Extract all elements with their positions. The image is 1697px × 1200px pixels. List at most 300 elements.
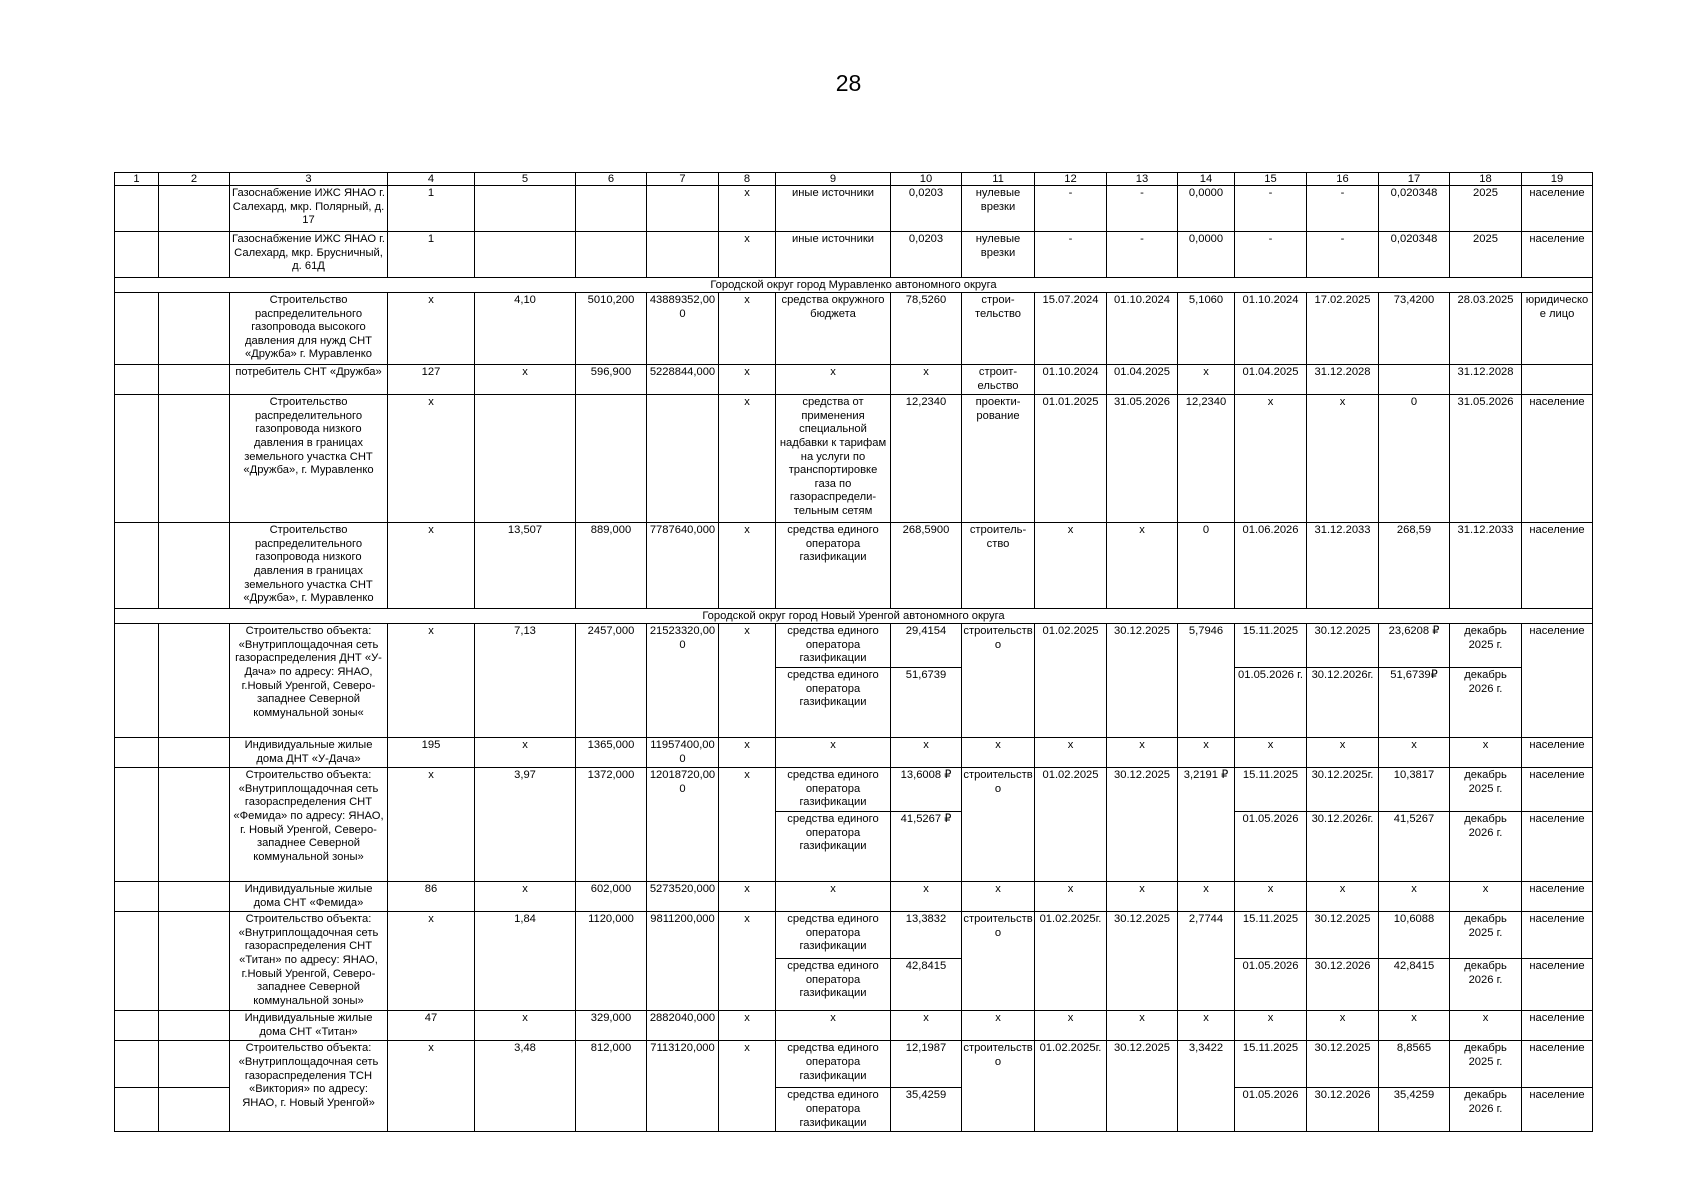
table-cell: 30.12.2026: [1307, 1088, 1379, 1132]
table-cell: 30.12.2025: [1307, 624, 1379, 668]
table-cell: х: [719, 365, 776, 395]
table-cell: [115, 1088, 159, 1132]
table-cell: 01.10.2024: [1107, 293, 1178, 365]
table-cell: 0,0000: [1178, 186, 1235, 232]
table-cell: х: [1235, 395, 1307, 523]
table-cell: х: [475, 737, 576, 767]
table-cell: 43889352,000: [647, 293, 719, 365]
column-header: 6: [576, 173, 647, 186]
page-number: 28: [835, 70, 862, 96]
table-cell: -: [1035, 232, 1107, 278]
table-cell: 30.12.2025: [1307, 912, 1379, 959]
column-header: 4: [388, 173, 475, 186]
table-cell: [159, 881, 230, 911]
table-cell: 30.12.2025: [1307, 1041, 1379, 1088]
table-cell: 1,84: [475, 912, 576, 1011]
table-cell: нулевые врезки: [962, 232, 1035, 278]
table-cell: х: [776, 1011, 891, 1041]
table-cell: 41,5267 ₽: [891, 811, 962, 881]
table-cell: Индивидуальные жилые дома ДНТ «У-Дача»: [230, 737, 388, 767]
table-cell: 0,0203: [891, 232, 962, 278]
table-cell: х: [719, 737, 776, 767]
table-cell: юридическое лицо: [1522, 293, 1593, 365]
table-cell: [647, 232, 719, 278]
table-cell: население: [1522, 1011, 1593, 1041]
table-cell: 5,7946: [1178, 624, 1235, 738]
table-cell: 1120,000: [576, 912, 647, 1011]
table-cell: 0,0203: [891, 186, 962, 232]
table-cell: 01.05.2026: [1235, 811, 1307, 881]
table-row: [115, 881, 1593, 911]
table-cell: х: [388, 1041, 475, 1132]
table-cell: 15.11.2025: [1235, 624, 1307, 668]
table-cell: 01.01.2025: [1035, 395, 1107, 523]
table-cell: средства единого оператора газификации: [776, 1088, 891, 1132]
table-cell: Строительство распределительного газопровода низкого давления в границах земельного участка СНТ «Дружба», г. Муравленко: [230, 523, 388, 609]
table-cell: 01.02.2025г.: [1035, 1041, 1107, 1132]
table-cell: х: [1307, 737, 1379, 767]
table-cell: 30.12.2025: [1107, 1041, 1178, 1132]
column-header: 18: [1450, 173, 1522, 186]
table-cell: [647, 186, 719, 232]
table-cell: средства единого оператора газификации: [776, 959, 891, 1011]
table-cell: население: [1522, 959, 1593, 1011]
table-cell: строи-тельство: [962, 293, 1035, 365]
table-cell: -: [1307, 232, 1379, 278]
table-cell: х: [1107, 1011, 1178, 1041]
table-cell: [576, 232, 647, 278]
table-cell: 3,48: [475, 1041, 576, 1132]
table-cell: х: [1450, 1011, 1522, 1041]
table-cell: 0,020348: [1379, 186, 1450, 232]
table-cell: 596,900: [576, 365, 647, 395]
table-cell: Строительство распределительного газопровода высокого давления для нужд СНТ «Дружба» г. Муравленко: [230, 293, 388, 365]
table-cell: 10,6088: [1379, 912, 1450, 959]
header-row: [115, 173, 1593, 186]
table-cell: [159, 523, 230, 609]
table-cell: 01.05.2026: [1235, 959, 1307, 1011]
table-cell: средства единого оператора газификации: [776, 912, 891, 959]
table-cell: 13,3832: [891, 912, 962, 959]
table-cell: х: [1178, 1011, 1235, 1041]
section-title: Городской округ город Новый Уренгой автономного округа: [115, 609, 1593, 624]
column-header: 1: [115, 173, 159, 186]
table-cell: 41,5267: [1379, 811, 1450, 881]
table-cell: 3,2191 ₽: [1178, 768, 1235, 882]
column-header: 11: [962, 173, 1035, 186]
table-cell: х: [1035, 523, 1107, 609]
table-cell: 01.02.2025: [1035, 624, 1107, 738]
table-cell: [159, 293, 230, 365]
table-row: [115, 1041, 1593, 1088]
table-cell: х: [1107, 523, 1178, 609]
table-cell: 127: [388, 365, 475, 395]
table-cell: население: [1522, 523, 1593, 609]
column-header: 10: [891, 173, 962, 186]
table-cell: население: [1522, 1041, 1593, 1088]
column-header: 19: [1522, 173, 1593, 186]
table-cell: 15.07.2024: [1035, 293, 1107, 365]
table-cell: -: [1107, 186, 1178, 232]
table-cell: 31.12.2028: [1307, 365, 1379, 395]
table-cell: [576, 186, 647, 232]
table-cell: Газоснабжение ИЖС ЯНАО г. Салехард, мкр. Полярный, д. 17: [230, 186, 388, 232]
table-cell: [115, 1041, 159, 1088]
table-row: [115, 293, 1593, 365]
table-cell: декабрь 2025 г.: [1450, 624, 1522, 668]
table-cell: [115, 881, 159, 911]
table-cell: [159, 912, 230, 1011]
column-header: 7: [647, 173, 719, 186]
table-row: [115, 624, 1593, 668]
table-cell: декабрь 2026 г.: [1450, 959, 1522, 1011]
table-cell: потребитель СНТ «Дружба»: [230, 365, 388, 395]
table-cell: [159, 1011, 230, 1041]
table-cell: 35,4259: [891, 1088, 962, 1132]
table-cell: средства единого оператора газификации: [776, 667, 891, 737]
table-cell: 78,5260: [891, 293, 962, 365]
table-cell: [115, 912, 159, 1011]
table-cell: средства окружного бюджета: [776, 293, 891, 365]
column-header: 9: [776, 173, 891, 186]
table-cell: [159, 768, 230, 882]
table-cell: 5228844,000: [647, 365, 719, 395]
table-cell: х: [1379, 881, 1450, 911]
table-cell: 268,59: [1379, 523, 1450, 609]
table-cell: население: [1522, 395, 1593, 523]
table-row: [115, 737, 1593, 767]
table-cell: [115, 523, 159, 609]
table-cell: [115, 768, 159, 882]
column-header: 12: [1035, 173, 1107, 186]
table-cell: 21523320,000: [647, 624, 719, 738]
table-cell: средства единого оператора газификации: [776, 624, 891, 668]
table-cell: население: [1522, 881, 1593, 911]
table-cell: 73,4200: [1379, 293, 1450, 365]
data-table-container: [114, 172, 1593, 1132]
table-cell: [1379, 365, 1450, 395]
table-cell: 0: [1379, 395, 1450, 523]
table-cell: 5273520,000: [647, 881, 719, 911]
table-cell: х: [1178, 737, 1235, 767]
table-cell: строит-ельство: [962, 365, 1035, 395]
table-cell: 30.12.2025: [1107, 912, 1178, 1011]
table-cell: 01.02.2025: [1035, 768, 1107, 882]
table-cell: 2025: [1450, 186, 1522, 232]
column-header: 3: [230, 173, 388, 186]
table-cell: х: [962, 737, 1035, 767]
table-cell: декабрь 2025 г.: [1450, 912, 1522, 959]
table-cell: х: [1379, 737, 1450, 767]
table-cell: [159, 1041, 230, 1088]
table-cell: 31.12.2028: [1450, 365, 1522, 395]
table-cell: Строительство объекта: «Внутриплощадочная сеть газораспределения ТСН «Виктория» по адресу: ЯНАО, г. Новый Уренгой»: [230, 1041, 388, 1132]
column-header: 8: [719, 173, 776, 186]
table-cell: 10,3817: [1379, 768, 1450, 812]
table-cell: 4,10: [475, 293, 576, 365]
table-cell: [475, 186, 576, 232]
table-cell: х: [719, 293, 776, 365]
table-cell: х: [1307, 395, 1379, 523]
table-cell: х: [388, 624, 475, 738]
table-cell: 2882040,000: [647, 1011, 719, 1041]
table-cell: -: [1235, 186, 1307, 232]
table-row: [115, 232, 1593, 278]
table-cell: население: [1522, 811, 1593, 881]
table-cell: 42,8415: [1379, 959, 1450, 1011]
table-cell: х: [719, 881, 776, 911]
table-cell: [159, 365, 230, 395]
table-cell: Индивидуальные жилые дома СНТ «Фемида»: [230, 881, 388, 911]
section-title: Городской округ город Муравленко автономного округа: [115, 278, 1593, 293]
table-cell: 01.05.2026 г.: [1235, 667, 1307, 737]
table-cell: население: [1522, 912, 1593, 959]
table-row: [115, 768, 1593, 812]
column-header: 2: [159, 173, 230, 186]
table-cell: х: [719, 232, 776, 278]
table-cell: 12,2340: [1178, 395, 1235, 523]
table-cell: 35,4259: [1379, 1088, 1450, 1132]
table-cell: 01.05.2026: [1235, 1088, 1307, 1132]
table-cell: строительство: [962, 624, 1035, 738]
table-cell: х: [1235, 881, 1307, 911]
table-cell: х: [719, 523, 776, 609]
table-cell: 01.04.2025: [1107, 365, 1178, 395]
table-cell: х: [719, 912, 776, 1011]
table-cell: [159, 395, 230, 523]
table-cell: 7787640,000: [647, 523, 719, 609]
table-cell: [115, 1011, 159, 1041]
table-cell: х: [1107, 737, 1178, 767]
table-cell: [1522, 365, 1593, 395]
section-row: [115, 609, 1593, 624]
table-cell: х: [475, 881, 576, 911]
table-cell: [115, 624, 159, 738]
table-cell: 2,7744: [1178, 912, 1235, 1011]
table-cell: 0: [1178, 523, 1235, 609]
table-cell: х: [891, 881, 962, 911]
table-cell: 01.04.2025: [1235, 365, 1307, 395]
table-cell: 31.12.2033: [1307, 523, 1379, 609]
table-cell: 51,6739₽: [1379, 667, 1450, 737]
table-cell: 23,6208 ₽: [1379, 624, 1450, 668]
table-cell: 28.03.2025: [1450, 293, 1522, 365]
table-cell: 31.05.2026: [1450, 395, 1522, 523]
table-cell: 13,507: [475, 523, 576, 609]
table-cell: х: [719, 624, 776, 738]
table-cell: х: [1307, 1011, 1379, 1041]
table-cell: средства единого оператора газификации: [776, 1041, 891, 1088]
table-cell: население: [1522, 232, 1593, 278]
table-cell: х: [962, 1011, 1035, 1041]
table-cell: [159, 1088, 230, 1132]
table-cell: х: [1450, 881, 1522, 911]
table-cell: декабрь 2025 г.: [1450, 768, 1522, 812]
table-cell: средства единого оператора газификации: [776, 811, 891, 881]
table-cell: х: [776, 737, 891, 767]
table-cell: 0,020348: [1379, 232, 1450, 278]
table-cell: 01.10.2024: [1235, 293, 1307, 365]
table-cell: х: [776, 365, 891, 395]
table-cell: х: [1035, 1011, 1107, 1041]
table-cell: х: [1450, 737, 1522, 767]
table-cell: 0,0000: [1178, 232, 1235, 278]
table-cell: х: [776, 881, 891, 911]
table-cell: 9811200,000: [647, 912, 719, 1011]
table-cell: х: [1235, 1011, 1307, 1041]
table-cell: 268,5900: [891, 523, 962, 609]
table-cell: 1: [388, 186, 475, 232]
table-cell: [475, 232, 576, 278]
table-row: [115, 912, 1593, 959]
table-cell: [115, 395, 159, 523]
table-cell: [159, 624, 230, 738]
table-cell: 30.12.2026: [1307, 959, 1379, 1011]
table-cell: 5,1060: [1178, 293, 1235, 365]
table-cell: х: [719, 186, 776, 232]
table-cell: 3,3422: [1178, 1041, 1235, 1132]
table-cell: х: [719, 395, 776, 523]
table-cell: 2025: [1450, 232, 1522, 278]
table-cell: 42,8415: [891, 959, 962, 1011]
table-cell: Строительство объекта: «Внутриплощадочная сеть газораспределения СНТ «Фемида» по адресу: ЯНАО, г. Новый Уренгой, Северо-западнее Северной коммунальной зоны»: [230, 768, 388, 882]
table-cell: х: [388, 523, 475, 609]
table-cell: х: [1235, 737, 1307, 767]
table-cell: население: [1522, 186, 1593, 232]
table-cell: х: [388, 293, 475, 365]
table-cell: [159, 186, 230, 232]
table-cell: средства единого оператора газификации: [776, 768, 891, 812]
table-cell: строительство: [962, 912, 1035, 1011]
table-cell: х: [891, 737, 962, 767]
table-cell: 15.11.2025: [1235, 768, 1307, 812]
table-cell: средства от применения специальной надбавки к тарифам на услуги по транспортировке газа по газораспредели-тельным сетям: [776, 395, 891, 523]
column-header: 15: [1235, 173, 1307, 186]
table-cell: -: [1307, 186, 1379, 232]
table-cell: х: [719, 1041, 776, 1132]
table-cell: средства единого оператора газификации: [776, 523, 891, 609]
table-cell: -: [1235, 232, 1307, 278]
table-cell: х: [1107, 881, 1178, 911]
data-table: [114, 172, 1593, 1132]
table-row: [115, 523, 1593, 609]
column-header: 13: [1107, 173, 1178, 186]
table-cell: строитель-ство: [962, 523, 1035, 609]
table-cell: 1372,000: [576, 768, 647, 882]
table-cell: 47: [388, 1011, 475, 1041]
column-header: 14: [1178, 173, 1235, 186]
table-row: [115, 395, 1593, 523]
table-cell: 3,97: [475, 768, 576, 882]
column-header: 16: [1307, 173, 1379, 186]
table-cell: население: [1522, 624, 1593, 738]
table-cell: 01.02.2025г.: [1035, 912, 1107, 1011]
table-cell: 1: [388, 232, 475, 278]
table-cell: 31.12.2033: [1450, 523, 1522, 609]
table-cell: 7,13: [475, 624, 576, 738]
table-cell: нулевые врезки: [962, 186, 1035, 232]
table-cell: 15.11.2025: [1235, 912, 1307, 959]
table-cell: х: [719, 768, 776, 882]
table-cell: 2457,000: [576, 624, 647, 738]
table-cell: х: [891, 365, 962, 395]
table-cell: х: [475, 365, 576, 395]
table-cell: х: [388, 768, 475, 882]
table-cell: 11957400,000: [647, 737, 719, 767]
table-cell: х: [1178, 365, 1235, 395]
table-cell: х: [388, 912, 475, 1011]
column-header: 5: [475, 173, 576, 186]
table-cell: 86: [388, 881, 475, 911]
table-cell: иные источники: [776, 186, 891, 232]
table-cell: [115, 293, 159, 365]
table-cell: 15.11.2025: [1235, 1041, 1307, 1088]
table-cell: 8,8565: [1379, 1041, 1450, 1088]
table-cell: [115, 186, 159, 232]
table-cell: [576, 395, 647, 523]
table-cell: население: [1522, 1088, 1593, 1132]
table-cell: 01.10.2024: [1035, 365, 1107, 395]
table-cell: 812,000: [576, 1041, 647, 1132]
table-cell: [159, 232, 230, 278]
table-cell: 5010,200: [576, 293, 647, 365]
table-cell: 12,2340: [891, 395, 962, 523]
table-cell: 329,000: [576, 1011, 647, 1041]
table-cell: Строительство объекта: «Внутриплощадочная сеть газораспределения СНТ «Титан» по адресу: ЯНАО, г.Новый Уренгой, Северо-западнее Северной коммунальной зоны»: [230, 912, 388, 1011]
table-cell: население: [1522, 737, 1593, 767]
table-cell: 30.12.2026г.: [1307, 811, 1379, 881]
table-cell: 30.12.2025г.: [1307, 768, 1379, 812]
table-cell: Газоснабжение ИЖС ЯНАО г. Салехард, мкр. Брусничный, д. 61Д: [230, 232, 388, 278]
table-cell: х: [1307, 881, 1379, 911]
section-row: [115, 278, 1593, 293]
table-cell: 51,6739: [891, 667, 962, 737]
table-cell: строительство: [962, 768, 1035, 882]
table-cell: 1365,000: [576, 737, 647, 767]
table-cell: 195: [388, 737, 475, 767]
table-cell: [647, 395, 719, 523]
table-row: [115, 365, 1593, 395]
table-cell: х: [1178, 881, 1235, 911]
table-cell: 602,000: [576, 881, 647, 911]
table-cell: 889,000: [576, 523, 647, 609]
table-row: [115, 1011, 1593, 1041]
table-cell: Индивидуальные жилые дома СНТ «Титан»: [230, 1011, 388, 1041]
table-cell: х: [1035, 881, 1107, 911]
table-cell: 31.05.2026: [1107, 395, 1178, 523]
table-cell: [159, 737, 230, 767]
table-cell: 30.12.2025: [1107, 624, 1178, 738]
table-cell: х: [891, 1011, 962, 1041]
column-header: 17: [1379, 173, 1450, 186]
table-row: [115, 186, 1593, 232]
table-cell: декабрь 2026 г.: [1450, 811, 1522, 881]
table-cell: х: [962, 881, 1035, 911]
table-cell: Строительство объекта: «Внутриплощадочная сеть газораспределения ДНТ «У-Дача» по адресу: ЯНАО, г.Новый Уренгой, Северо-западнее Северной коммунальной зоны«: [230, 624, 388, 738]
table-cell: население: [1522, 768, 1593, 812]
table-cell: -: [1107, 232, 1178, 278]
table-cell: х: [388, 395, 475, 523]
table-cell: [115, 232, 159, 278]
table-cell: 30.12.2026г.: [1307, 667, 1379, 737]
table-cell: строительство: [962, 1041, 1035, 1132]
table-cell: -: [1035, 186, 1107, 232]
table-cell: 29,4154: [891, 624, 962, 668]
table-cell: 7113120,000: [647, 1041, 719, 1132]
table-cell: [115, 737, 159, 767]
table-cell: х: [1035, 737, 1107, 767]
table-cell: иные источники: [776, 232, 891, 278]
